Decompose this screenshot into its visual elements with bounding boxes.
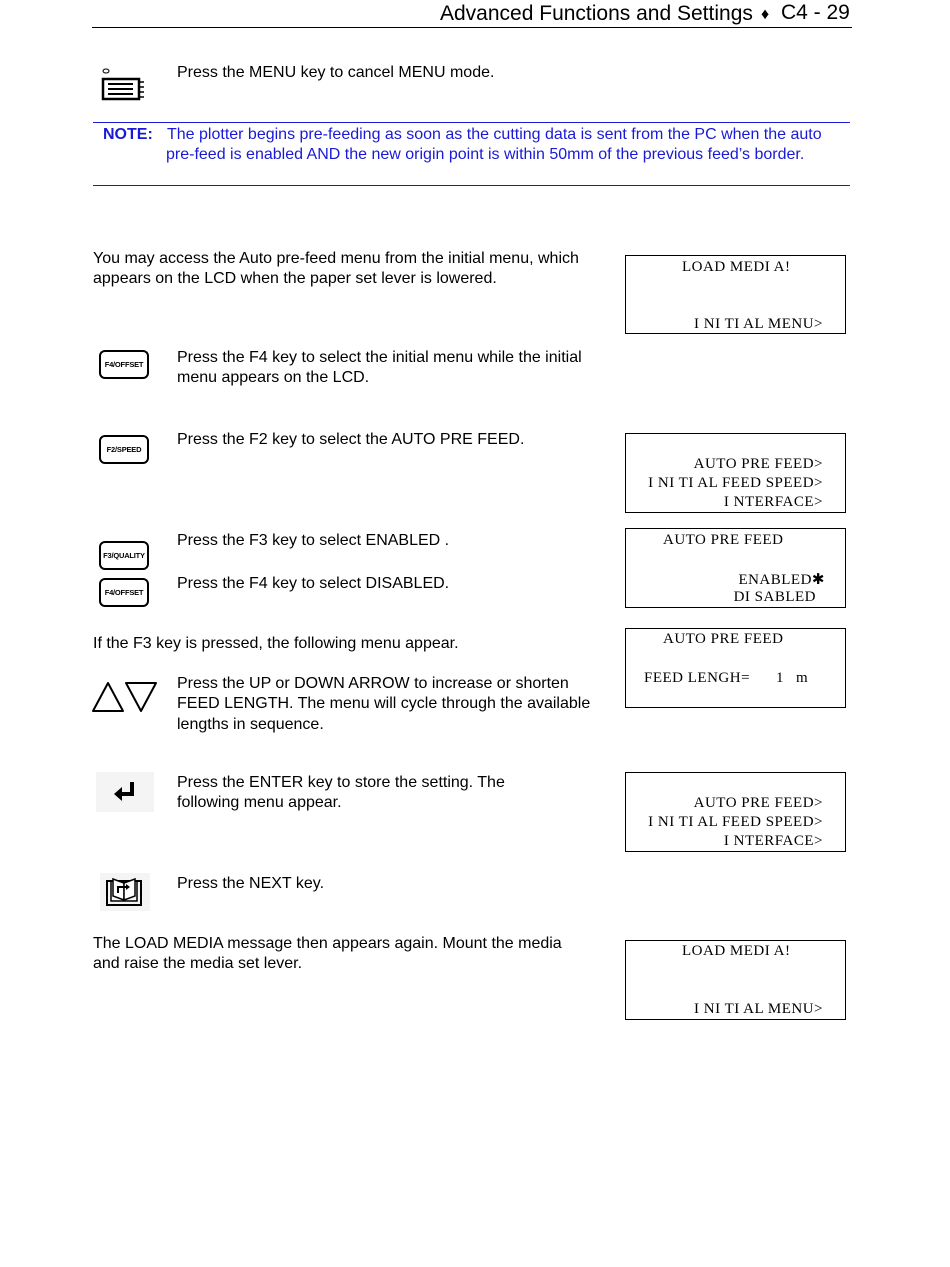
enter-key-icon xyxy=(96,772,154,812)
step-next: Press the NEXT key. xyxy=(177,875,325,892)
lcd-line: I NTERFACE> xyxy=(723,494,823,510)
paragraph-load-again: The LOAD MEDIA message then appears again. Mount the media and raise the media set lever. xyxy=(93,935,562,973)
f4-offset-key-icon: F4/OFFSET xyxy=(99,578,149,607)
header-bullet: ♦ xyxy=(761,6,770,23)
step-f4-disabled: Press the F4 key to select DISABLED. xyxy=(177,575,450,592)
step-f2-auto: Press the F2 key to select the AUTO PRE FEED. xyxy=(177,431,525,448)
lcd-prefeed-enable xyxy=(625,528,846,608)
lcd-unit: m xyxy=(796,670,809,686)
lcd-line: I NI TI AL MENU> xyxy=(694,316,823,332)
lcd-load-media xyxy=(625,255,846,334)
lcd-line: AUTO PRE FEED xyxy=(663,631,784,647)
step-enter: Press the ENTER key to store the setting. The following menu appear. xyxy=(177,774,505,812)
paragraph-access: You may access the Auto pre-feed menu from the initial menu, which appears on the LCD when the paper set lever is lowered. xyxy=(93,250,579,288)
lcd-line: DI SABLED xyxy=(733,589,816,605)
menu-key-icon xyxy=(100,66,148,104)
lcd-line: AUTO PRE FEED> xyxy=(693,456,823,472)
note-bottom-rule xyxy=(93,185,850,186)
lcd-value: 1 xyxy=(776,670,784,686)
f2-speed-key-icon: F2/SPEED xyxy=(99,435,149,464)
lcd-line: LOAD MEDI A! xyxy=(682,943,791,959)
lcd-line: I NTERFACE> xyxy=(723,833,823,849)
lcd-line: LOAD MEDI A! xyxy=(682,259,791,275)
lcd-line: I NI TI AL MENU> xyxy=(694,1001,823,1017)
page-number: C4 - 29 xyxy=(781,1,850,24)
note-text: The plotter begins pre-feeding as soon as the cutting data is sent from the PC when the auto pre-feed is enabled AND the new origin point is within 50mm of the previous feed’s border. xyxy=(166,126,822,164)
lcd-load-media-2 xyxy=(625,940,846,1020)
lcd-line: AUTO PRE FEED xyxy=(663,532,784,548)
f3-quality-key-icon: F3/QUALITY xyxy=(99,541,149,570)
step-arrows: Press the UP or DOWN ARROW to increase or shorten FEED LENGTH. The menu will cycle through the available lengths in sequence. xyxy=(177,675,591,733)
lcd-line: I NI TI AL FEED SPEED> xyxy=(648,814,823,830)
lcd-line: ENABLED✱ xyxy=(738,572,825,588)
lcd-line: I NI TI AL FEED SPEED> xyxy=(648,475,823,491)
step-f3-enabled: Press the F3 key to select ENABLED . xyxy=(177,532,450,549)
lcd-auto-menu-2 xyxy=(625,772,846,852)
step-menu-cancel: Press the MENU key to cancel MENU mode. xyxy=(177,64,495,81)
lcd-line: AUTO PRE FEED> xyxy=(693,795,823,811)
lcd-line: FEED LENGH= xyxy=(644,670,751,686)
lcd-auto-menu xyxy=(625,433,846,513)
lcd-feed-length xyxy=(625,628,846,708)
f4-offset-key-icon: F4/OFFSET xyxy=(99,350,149,379)
note-label: NOTE: xyxy=(103,126,153,143)
note-top-rule xyxy=(93,122,850,123)
header-title: Advanced Functions and Settings xyxy=(440,2,753,25)
step-f4-initial: Press the F4 key to select the initial menu while the initial menu appears on the LCD. xyxy=(177,349,582,387)
header-rule xyxy=(92,27,852,28)
up-down-arrow-icon xyxy=(92,681,158,713)
next-key-icon xyxy=(100,873,150,911)
paragraph-f3-pressed: If the F3 key is pressed, the following menu appear. xyxy=(93,635,459,652)
